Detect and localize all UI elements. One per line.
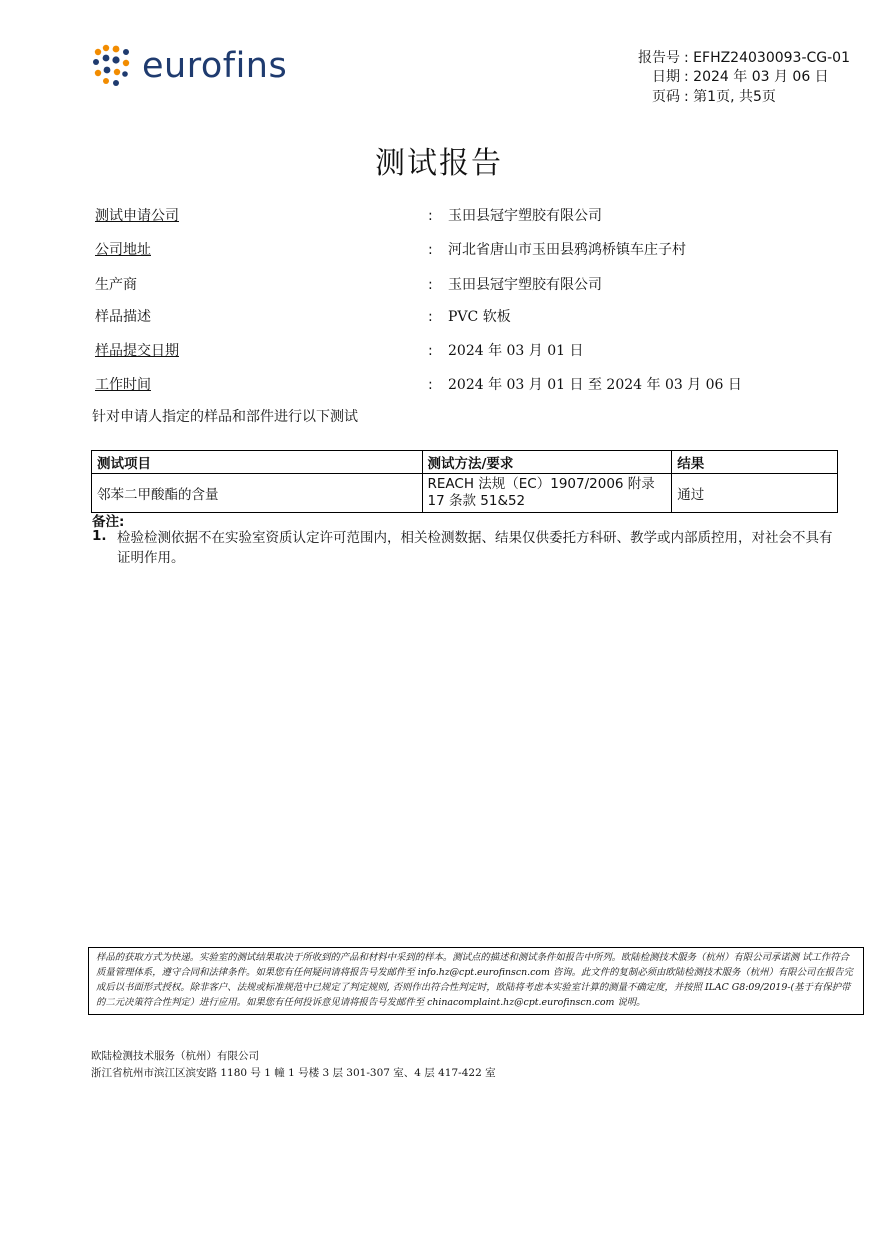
report-number-label: 报告号 [638, 50, 680, 66]
eurofins-logo-mark [92, 44, 140, 88]
eurofins-logo-text: eurofins [142, 46, 288, 86]
notes-title: 备注: [92, 514, 125, 530]
info-label-applicant: 测试申请公司 [95, 208, 179, 224]
page-number-row [600, 87, 870, 107]
intro-text: 针对申请人指定的样品和部件进行以下测试 [92, 409, 358, 425]
info-value-sample-description: PVC 软板 [448, 309, 511, 325]
table-row [92, 474, 838, 513]
cell-test-method-line1: REACH 法规（EC）1907/2006 附录 [427, 476, 655, 492]
info-label-submission-date: 样品提交日期 [95, 343, 179, 359]
cell-test-method-line2: 17 条款 51&52 [427, 493, 526, 509]
info-label-work-period: 工作时间 [95, 377, 151, 393]
info-value-address: 河北省唐山市玉田县鸦鸿桥镇车庄子村 [448, 242, 686, 258]
report-number-row [600, 48, 870, 68]
report-date-label: 日期 [652, 69, 680, 85]
report-date-value: : 2024 年 03 月 06 日 [684, 69, 829, 85]
table-header-row [92, 451, 838, 474]
info-colon: : [428, 242, 433, 258]
note-number: 1. [92, 528, 107, 544]
info-colon: : [428, 377, 433, 393]
info-label-address: 公司地址 [95, 242, 151, 258]
info-label-sample-description: 样品描述 [95, 309, 151, 325]
cell-test-item: 邻苯二甲酸酯的含量 [92, 474, 423, 513]
header-test-item: 测试项目 [92, 451, 423, 474]
info-value-work-period: 2024 年 03 月 01 日 至 2024 年 03 月 06 日 [448, 377, 742, 393]
info-value-manufacturer: 玉田县冠宇塑胶有限公司 [448, 277, 602, 293]
page-number-label: 页码 [652, 89, 680, 105]
header-test-method: 测试方法/要求 [422, 451, 672, 474]
footer-company: 欧陆检测技术服务（杭州）有限公司 [91, 1050, 259, 1062]
disclaimer-box: 样品的获取方式为快递。实验室的测试结果取决于所收到的产品和材料中采到的样本。测试点的描述和测试条件如报告中所列。欧陆检测技术服务（杭州）有限公司承诺测 试工作符合质量管理体系，遵守合同和法律条件。如果您有任何疑问请将报告号发邮件至 info.hz@cpt.eurofinscn.com 咨询。此文件的复制必须由欧陆检测技术服务（杭州）有限公司在报告完成后以书面形式授权。除非客户、法规或标准规范中已规定了判定规则, 否则作出符合性判定时，欧陆将考虑本实验室计算的测量不确定度，并按照 ILAC G8:09/2019-(基于有保护带的二元决策符合性判定）进行应用。如果您有任何投诉意见请将报告号发邮件至 chinacomplaint.hz@cpt.eurofinscn.com 说明。 [88, 947, 864, 1015]
footer-address: 浙江省杭州市滨江区滨安路 1180 号 1 幢 1 号楼 3 层 301-307 室、4 层 417-422 室 [91, 1067, 496, 1079]
note-text: 检验检测依据不在实验室资质认定许可范围内，相关检测数据、结果仅供委托方科研、教学或内部质控用，对社会不具有证明作用。 [117, 530, 833, 566]
header-result: 结果 [672, 451, 838, 474]
footer [91, 1048, 496, 1082]
info-colon: : [428, 208, 433, 224]
info-colon: : [428, 277, 433, 293]
report-number-value: : EFHZ24030093-CG-01 [684, 50, 850, 66]
test-results-table [91, 450, 838, 513]
page-title: 测试报告 [375, 146, 503, 181]
info-colon: : [428, 309, 433, 325]
info-label-manufacturer: 生产商 [95, 277, 137, 293]
cell-test-method [422, 474, 672, 513]
info-colon: : [428, 343, 433, 359]
report-date-row [600, 67, 870, 87]
info-value-submission-date: 2024 年 03 月 01 日 [448, 343, 584, 359]
page-number-value: : 第1页, 共5页 [684, 89, 776, 105]
cell-result: 通过 [672, 474, 838, 513]
info-value-applicant: 玉田县冠宇塑胶有限公司 [448, 208, 602, 224]
